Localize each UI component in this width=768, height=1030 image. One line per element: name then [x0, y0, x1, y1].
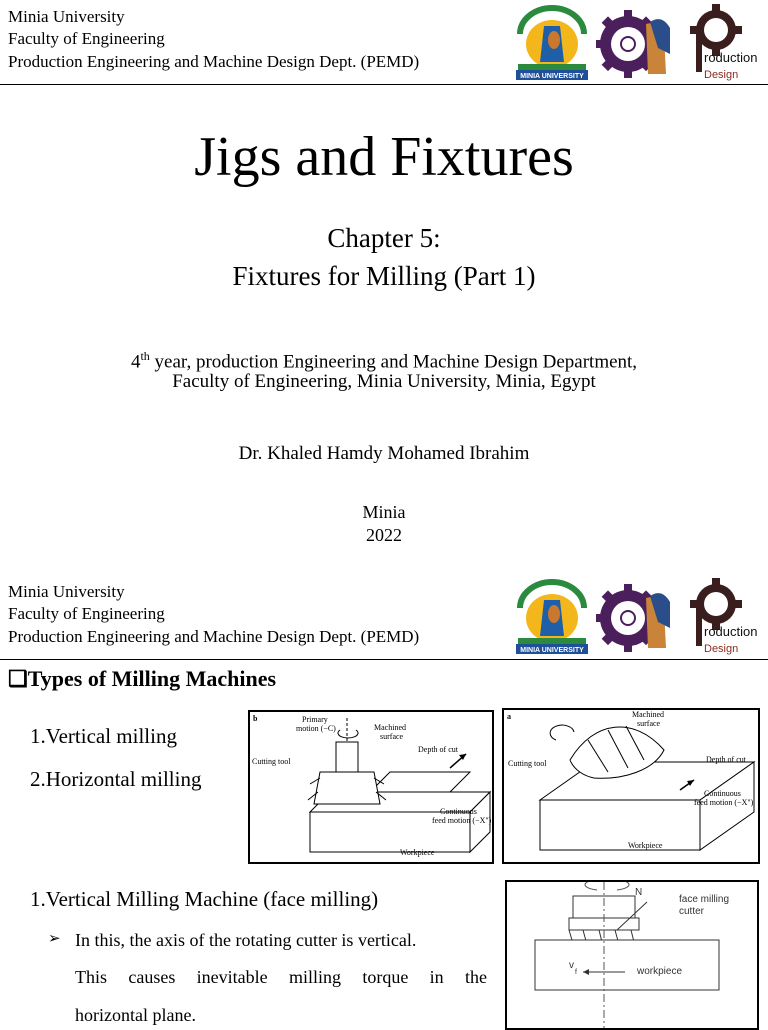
- pemd-logo-text-1: roduction: [704, 624, 758, 639]
- arrow-bullet-icon: ➢: [48, 931, 61, 947]
- minia-university-logo: [510, 578, 594, 656]
- list-label: Vertical milling: [45, 724, 177, 748]
- face-milling-figure: [505, 880, 759, 1030]
- faculty-line: Faculty of Engineering, Minia University, Minia, Egypt: [172, 371, 596, 392]
- label-n: N: [635, 887, 643, 898]
- heading-text: Types of Milling Machines: [27, 666, 277, 691]
- pemd-logo-text-2: Design: [704, 69, 739, 81]
- author-name: Dr. Khaled Hamdy Mohamed Ibrahim: [238, 443, 530, 464]
- year-superscript: th: [140, 349, 150, 363]
- figure-tag: a: [507, 712, 511, 721]
- header-department: Production Engineering and Machine Design Dept. (PEMD): [8, 627, 420, 646]
- figure-tag: b: [253, 714, 258, 723]
- label-surface: surface: [637, 719, 661, 728]
- subsection-number: 1.: [30, 887, 46, 911]
- label-face-milling: face milling: [679, 894, 730, 905]
- horizontal-milling-figure: [502, 708, 760, 864]
- heading-bullet-icon: ❑: [8, 666, 28, 691]
- bullet-text-line-3: horizontal plane.: [75, 1005, 196, 1025]
- faculty-gear-logo: [596, 4, 678, 82]
- label-cutter: cutter: [679, 906, 705, 917]
- subsection-title: [30, 885, 378, 913]
- label-workpiece: workpiece: [637, 966, 683, 977]
- label-cutting-tool: Cutting tool: [508, 759, 547, 768]
- header-department: Production Engineering and Machine Design Dept. (PEMD): [8, 52, 420, 71]
- vertical-milling-figure: [248, 710, 494, 864]
- minia-university-logo: [510, 4, 594, 82]
- label-machined: Machined: [632, 710, 664, 719]
- label-continuous: Continuous: [440, 807, 477, 816]
- header-university: Minia University: [8, 582, 125, 601]
- header-faculty: Faculty of Engineering: [8, 29, 165, 48]
- year-number: 4: [130, 351, 141, 373]
- header-divider: [0, 659, 768, 660]
- list-number: 2.: [30, 767, 46, 791]
- label-machined: Machined: [374, 723, 406, 732]
- city: Minia: [362, 502, 406, 522]
- faculty-gear-logo: [596, 578, 678, 656]
- list-item: [30, 765, 201, 793]
- label-feed-motion: feed motion (−X"): [432, 816, 492, 825]
- label-workpiece: Workpiece: [400, 848, 435, 857]
- label-depth-of-cut: Depth of cut: [706, 755, 746, 764]
- pemd-logo-text-2: Design: [704, 643, 739, 655]
- minia-logo-text: MINIA UNIVERSITY: [520, 647, 584, 654]
- page-title: Jigs and Fixtures: [194, 126, 574, 188]
- pemd-logo: [690, 4, 762, 82]
- label-continuous: Continuous: [704, 789, 741, 798]
- label-vf: v: [569, 960, 574, 971]
- subsection-label: Vertical Milling Machine (face milling): [45, 887, 379, 911]
- pemd-logo: [690, 578, 762, 656]
- bullet-text-line-1: In this, the axis of the rotating cutter is vertical.: [75, 930, 417, 950]
- list-item: [30, 722, 177, 750]
- minia-logo-text: MINIA UNIVERSITY: [520, 73, 584, 80]
- label-feed-motion: feed motion (−X"): [694, 798, 754, 807]
- label-cutting-tool: Cutting tool: [252, 757, 291, 766]
- bullet-text-line-2: This causes inevitable milling torque in the: [75, 967, 487, 987]
- chapter-subtitle: Fixtures for Milling (Part 1): [232, 261, 536, 291]
- section-heading: [8, 665, 276, 693]
- header-university: Minia University: [8, 7, 125, 26]
- label-depth-of-cut: Depth of cut: [418, 745, 458, 754]
- header-divider: [0, 84, 768, 85]
- list-number: 1.: [30, 724, 46, 748]
- year-rest: year, production Engineering and Machine Design Department,: [149, 351, 638, 373]
- pemd-logo-text-1: roduction: [704, 50, 758, 65]
- label-surface: surface: [380, 732, 404, 741]
- label-vf-sub: f: [575, 969, 577, 976]
- chapter-label: Chapter 5:: [327, 223, 441, 253]
- label-primary-motion: Primary: [302, 715, 328, 724]
- header-faculty: Faculty of Engineering: [8, 604, 165, 623]
- label-primary-motion-2: motion (−C): [296, 724, 336, 733]
- label-workpiece: Workpiece: [628, 841, 663, 850]
- year: 2022: [366, 525, 402, 545]
- list-label: Horizontal milling: [45, 767, 202, 791]
